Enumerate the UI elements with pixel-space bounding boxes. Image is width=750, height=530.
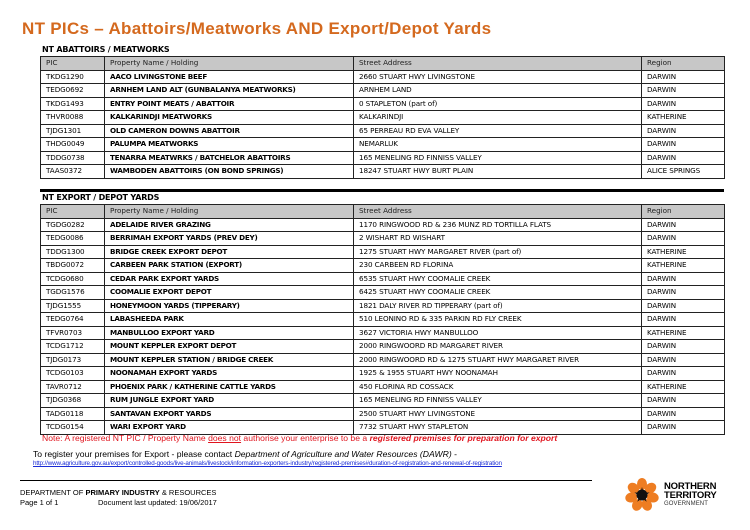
street-address-cell: NEMARLUK	[354, 138, 642, 152]
table-row	[41, 353, 725, 367]
street-address-cell: 450 FLORINA RD COSSACK	[354, 380, 642, 394]
document-title: NT PICs – Abattoirs/Meatworks AND Export/Depot Yards	[22, 19, 492, 38]
table-row	[41, 380, 725, 394]
table-row	[41, 367, 725, 381]
street-address-cell: 2 WISHART RD WISHART	[354, 232, 642, 246]
register-instructions: To register your premises for Export - please contact Department of Agriculture and Water Resources (DAWR) -	[33, 449, 457, 459]
region-cell: KATHERINE	[642, 259, 725, 273]
property-name-cell: MANBULLOO EXPORT YARD	[105, 326, 354, 340]
footer-last-updated: Document last updated: 19/06/2017	[98, 498, 217, 507]
dawr-registration-link[interactable]: http://www.agriculture.gov.au/export/controlled-goods/live-animals/livestock/information-exporters-industry/registered-premises#duration-of-registration-and-renewal-of-registration	[33, 460, 502, 467]
table-row	[41, 259, 725, 273]
table-row	[41, 218, 725, 232]
pic-cell: TGDG1576	[41, 286, 105, 300]
table-row	[41, 245, 725, 259]
table-row	[41, 272, 725, 286]
pic-cell: TAAS0372	[41, 165, 105, 179]
table-row	[41, 394, 725, 408]
column-header-pic: PIC	[41, 57, 105, 71]
table-row	[41, 124, 725, 138]
property-name-cell: COOMALIE EXPORT DEPOT	[105, 286, 354, 300]
pic-cell: TGDG0282	[41, 218, 105, 232]
property-name-cell: CARBEEN PARK STATION (EXPORT)	[105, 259, 354, 273]
pic-cell: TKDG1290	[41, 70, 105, 84]
street-address-cell: 1821 DALY RIVER RD TIPPERARY (part of)	[354, 299, 642, 313]
street-address-cell: 18247 STUART HWY BURT PLAIN	[354, 165, 642, 179]
column-header-address: Street Address	[354, 57, 642, 71]
pic-cell: THVR0088	[41, 111, 105, 125]
table-row	[41, 407, 725, 421]
pic-cell: TJDG1301	[41, 124, 105, 138]
region-cell: DARWIN	[642, 313, 725, 327]
region-cell: DARWIN	[642, 84, 725, 98]
pic-cell: THDG0049	[41, 138, 105, 152]
section-divider	[40, 189, 724, 192]
street-address-cell: 1170 RINGWOOD RD & 236 MUNZ RD TORTILLA FLATS	[354, 218, 642, 232]
nt-flower-icon	[624, 478, 660, 512]
street-address-cell: 6535 STUART HWY COOMALIE CREEK	[354, 272, 642, 286]
pic-cell: TFVR0703	[41, 326, 105, 340]
property-name-cell: ENTRY POINT MEATS / ABATTOIR	[105, 97, 354, 111]
region-cell: DARWIN	[642, 138, 725, 152]
property-name-cell: PALUMPA MEATWORKS	[105, 138, 354, 152]
region-cell: DARWIN	[642, 70, 725, 84]
pic-cell: TCDG0103	[41, 367, 105, 381]
region-cell: DARWIN	[642, 232, 725, 246]
footer-department: DEPARTMENT OF PRIMARY INDUSTRY & RESOURCES	[20, 488, 217, 497]
region-cell: DARWIN	[642, 218, 725, 232]
property-name-cell: MOUNT KEPPLER STATION / BRIDGE CREEK	[105, 353, 354, 367]
street-address-cell: 1275 STUART HWY MARGARET RIVER (part of)	[354, 245, 642, 259]
property-name-cell: WAMBODEN ABATTOIRS (ON BOND SPRINGS)	[105, 165, 354, 179]
table-header-row	[41, 205, 725, 219]
table-row	[41, 299, 725, 313]
table-row	[41, 151, 725, 165]
region-cell: DARWIN	[642, 97, 725, 111]
pic-cell: TCDG1712	[41, 340, 105, 354]
street-address-cell: 65 PERREAU RD EVA VALLEY	[354, 124, 642, 138]
street-address-cell: 6425 STUART HWY COOMALIE CREEK	[354, 286, 642, 300]
table-row	[41, 165, 725, 179]
column-header-region: Region	[642, 57, 725, 71]
pic-cell: TEDG0086	[41, 232, 105, 246]
pic-cell: TDDG0738	[41, 151, 105, 165]
region-cell: DARWIN	[642, 286, 725, 300]
street-address-cell: 7732 STUART HWY STAPLETON	[354, 421, 642, 435]
registration-note: Note: A registered NT PIC / Property Name does not authorise your enterprise to be a registered premises for preparation for export	[42, 433, 558, 443]
pic-cell: TADG0118	[41, 407, 105, 421]
table-row	[41, 97, 725, 111]
table-row	[41, 70, 725, 84]
table-row	[41, 313, 725, 327]
column-header-name: Property Name / Holding	[105, 57, 354, 71]
region-cell: KATHERINE	[642, 111, 725, 125]
property-name-cell: MOUNT KEPPLER EXPORT DEPOT	[105, 340, 354, 354]
footer-page-number: Page 1 of 1	[20, 498, 59, 507]
nt-government-logo	[624, 478, 744, 512]
property-name-cell: BERRIMAH EXPORT YARDS (PREV DEY)	[105, 232, 354, 246]
street-address-cell: 230 CARBEEN RD FLORINA	[354, 259, 642, 273]
abattoirs-table	[40, 56, 725, 179]
property-name-cell: HONEYMOON YARDS (TIPPERARY)	[105, 299, 354, 313]
pic-cell: TJDG0173	[41, 353, 105, 367]
region-cell: DARWIN	[642, 367, 725, 381]
table-row	[41, 232, 725, 246]
street-address-cell: 2000 RINGWOORD RD & 1275 STUART HWY MARGARET RIVER	[354, 353, 642, 367]
property-name-cell: KALKARINDJI MEATWORKS	[105, 111, 354, 125]
column-header-address: Street Address	[354, 205, 642, 219]
street-address-cell: ARNHEM LAND	[354, 84, 642, 98]
region-cell: DARWIN	[642, 407, 725, 421]
street-address-cell: 510 LEONINO RD & 335 PARKIN RD FLY CREEK	[354, 313, 642, 327]
column-header-name: Property Name / Holding	[105, 205, 354, 219]
region-cell: KATHERINE	[642, 326, 725, 340]
property-name-cell: OLD CAMERON DOWNS ABATTOIR	[105, 124, 354, 138]
region-cell: ALICE SPRINGS	[642, 165, 725, 179]
table-row	[41, 84, 725, 98]
property-name-cell: NOONAMAH EXPORT YARDS	[105, 367, 354, 381]
property-name-cell: SANTAVAN EXPORT YARDS	[105, 407, 354, 421]
section-label-abattoirs: NT ABATTOIRS / MEATWORKS	[42, 45, 170, 54]
table-row	[41, 421, 725, 435]
pic-cell: TKDG1493	[41, 97, 105, 111]
region-cell: DARWIN	[642, 124, 725, 138]
pic-cell: TEDG0764	[41, 313, 105, 327]
property-name-cell: PHOENIX PARK / KATHERINE CATTLE YARDS	[105, 380, 354, 394]
property-name-cell: ARNHEM LAND ALT (GUNBALANYA MEATWORKS)	[105, 84, 354, 98]
export-yards-table	[40, 204, 725, 435]
region-cell: KATHERINE	[642, 380, 725, 394]
region-cell: DARWIN	[642, 272, 725, 286]
property-name-cell: AACO LIVINGSTONE BEEF	[105, 70, 354, 84]
street-address-cell: 165 MENELING RD FINNISS VALLEY	[354, 151, 642, 165]
property-name-cell: BRIDGE CREEK EXPORT DEPOT	[105, 245, 354, 259]
table-row	[41, 340, 725, 354]
note-emphasis-does-not: does not	[208, 433, 242, 443]
property-name-cell: RUM JUNGLE EXPORT YARD	[105, 394, 354, 408]
property-name-cell: LABASHEEDA PARK	[105, 313, 354, 327]
region-cell: DARWIN	[642, 299, 725, 313]
pic-cell: TCDG0680	[41, 272, 105, 286]
region-cell: DARWIN	[642, 353, 725, 367]
region-cell: DARWIN	[642, 151, 725, 165]
table-row	[41, 138, 725, 152]
footer-divider	[20, 480, 592, 481]
dawr-name: Department of Agriculture and Water Resources (DAWR)	[234, 449, 452, 459]
street-address-cell: 2500 STUART HWY LIVINGSTONE	[354, 407, 642, 421]
region-cell: DARWIN	[642, 421, 725, 435]
street-address-cell: 165 MENELING RD FINNISS VALLEY	[354, 394, 642, 408]
street-address-cell: 0 STAPLETON (part of)	[354, 97, 642, 111]
pic-cell: TEDG0692	[41, 84, 105, 98]
column-header-pic: PIC	[41, 205, 105, 219]
table-row	[41, 111, 725, 125]
note-emphasis-registered-premises: registered premises for preparation for export	[369, 433, 558, 443]
pic-cell: TJDG0368	[41, 394, 105, 408]
pic-cell: TJDG1555	[41, 299, 105, 313]
property-name-cell: CEDAR PARK EXPORT YARDS	[105, 272, 354, 286]
section-label-export-yards: NT EXPORT / DEPOT YARDS	[42, 193, 160, 202]
table-row	[41, 326, 725, 340]
logo-wordmark: NORTHERN TERRITORY GOVERNMENT	[664, 481, 717, 507]
pic-cell: TAVR0712	[41, 380, 105, 394]
pic-cell: TDDG1300	[41, 245, 105, 259]
property-name-cell: WARI EXPORT YARD	[105, 421, 354, 435]
region-cell: KATHERINE	[642, 245, 725, 259]
pic-cell: TCDG0154	[41, 421, 105, 435]
street-address-cell: 2660 STUART HWY LIVINGSTONE	[354, 70, 642, 84]
street-address-cell: 2000 RINGWOORD RD MARGARET RIVER	[354, 340, 642, 354]
street-address-cell: KALKARINDJI	[354, 111, 642, 125]
table-row	[41, 286, 725, 300]
property-name-cell: ADELAIDE RIVER GRAZING	[105, 218, 354, 232]
region-cell: DARWIN	[642, 394, 725, 408]
column-header-region: Region	[642, 205, 725, 219]
property-name-cell: TENARRA MEATWRKS / BATCHELOR ABATTOIRS	[105, 151, 354, 165]
street-address-cell: 3627 VICTORIA HWY MANBULLOO	[354, 326, 642, 340]
pic-cell: TBDG0072	[41, 259, 105, 273]
region-cell: DARWIN	[642, 340, 725, 354]
table-header-row	[41, 57, 725, 71]
street-address-cell: 1925 & 1955 STUART HWY NOONAMAH	[354, 367, 642, 381]
